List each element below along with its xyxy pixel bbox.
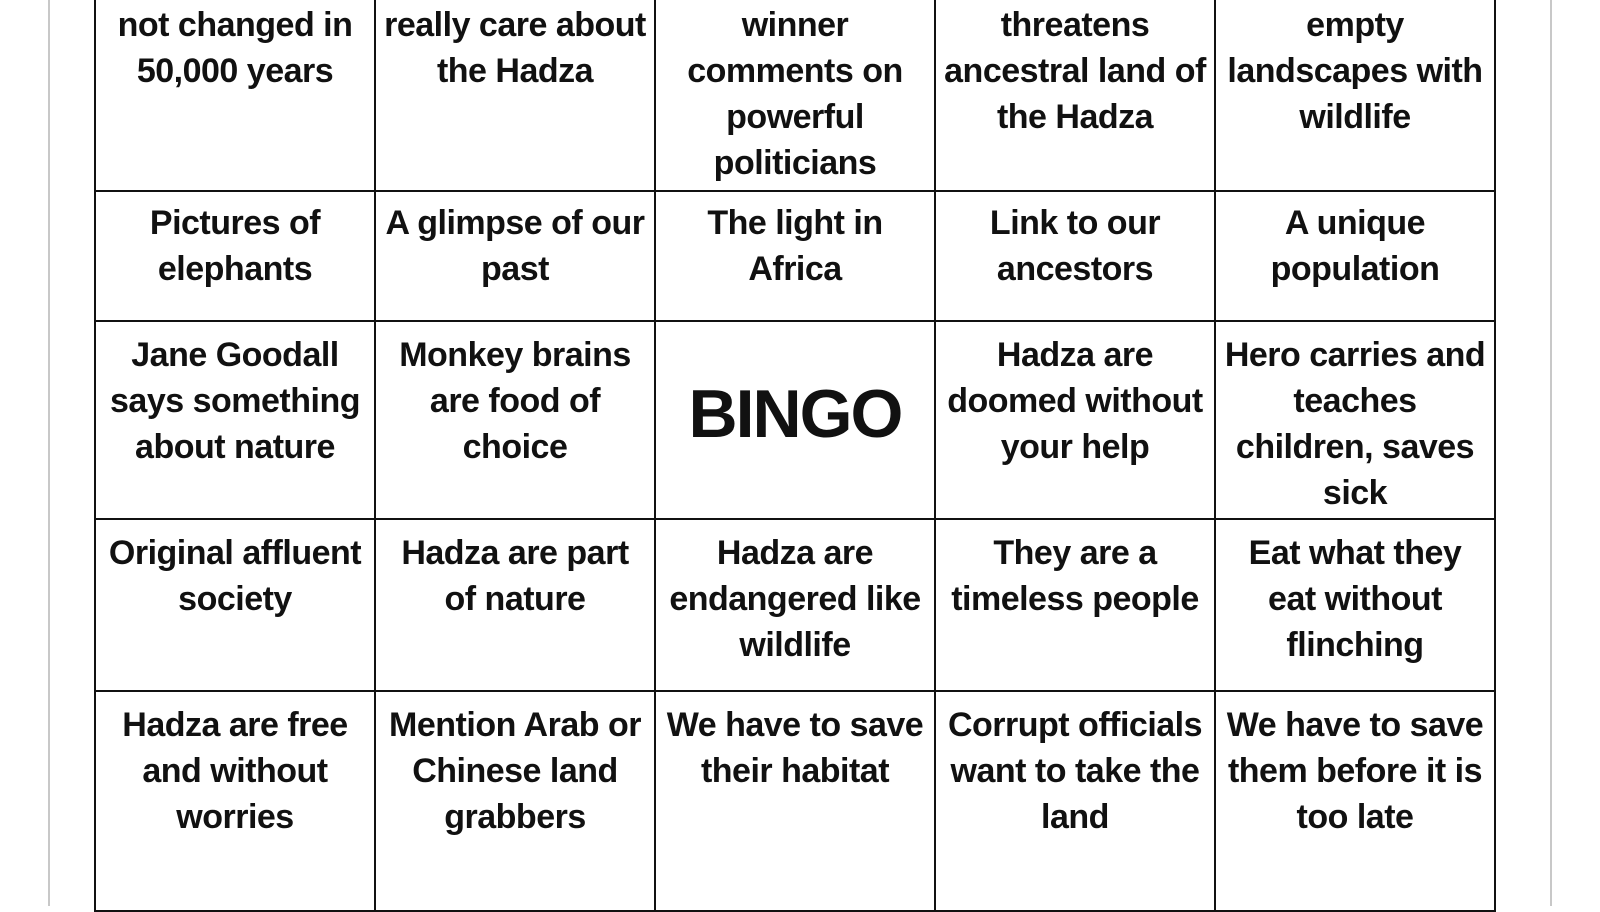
bingo-cell: Mention Arab or Chinese land grabbers bbox=[375, 691, 655, 911]
bingo-cell: Corrupt officials want to take the land bbox=[935, 691, 1215, 911]
bingo-row bbox=[95, 191, 1495, 321]
bingo-cell: Monkey brains are food of choice bbox=[375, 321, 655, 519]
bingo-cell: really care about the Hadza bbox=[375, 0, 655, 191]
bingo-cell: A unique population bbox=[1215, 191, 1495, 321]
bingo-row bbox=[95, 519, 1495, 691]
bingo-cell: Hadza are part of nature bbox=[375, 519, 655, 691]
bingo-cell: Jane Goodall says something about nature bbox=[95, 321, 375, 519]
bingo-row bbox=[95, 321, 1495, 519]
bingo-cell: Hero carries and teaches children, saves sick bbox=[1215, 321, 1495, 519]
bingo-card bbox=[94, 0, 1496, 912]
bingo-cell: Hadza are endangered like wildlife bbox=[655, 519, 935, 691]
bingo-cell: winner comments on powerful politicians bbox=[655, 0, 935, 191]
bingo-cell: Pictures of elephants bbox=[95, 191, 375, 321]
bingo-cell: threatens ancestral land of the Hadza bbox=[935, 0, 1215, 191]
bingo-cell: not changed in 50,000 years bbox=[95, 0, 375, 191]
bingo-cell: Original affluent society bbox=[95, 519, 375, 691]
bingo-cell: We have to save them before it is too late bbox=[1215, 691, 1495, 911]
bingo-cell: empty landscapes with wildlife bbox=[1215, 0, 1495, 191]
bingo-cell: Hadza are doomed without your help bbox=[935, 321, 1215, 519]
bingo-cell: Eat what they eat without flinching bbox=[1215, 519, 1495, 691]
bingo-cell: They are a timeless people bbox=[935, 519, 1215, 691]
bingo-row bbox=[95, 0, 1495, 191]
bingo-center-cell bbox=[655, 321, 935, 519]
bingo-row bbox=[95, 691, 1495, 911]
bingo-cell: Hadza are free and without worries bbox=[95, 691, 375, 911]
bingo-cell: Link to our ancestors bbox=[935, 191, 1215, 321]
bingo-cell: A glimpse of our past bbox=[375, 191, 655, 321]
bingo-cell: The light in Africa bbox=[655, 191, 935, 321]
bingo-cell: We have to save their habitat bbox=[655, 691, 935, 911]
bingo-center-label: BINGO bbox=[688, 376, 902, 452]
